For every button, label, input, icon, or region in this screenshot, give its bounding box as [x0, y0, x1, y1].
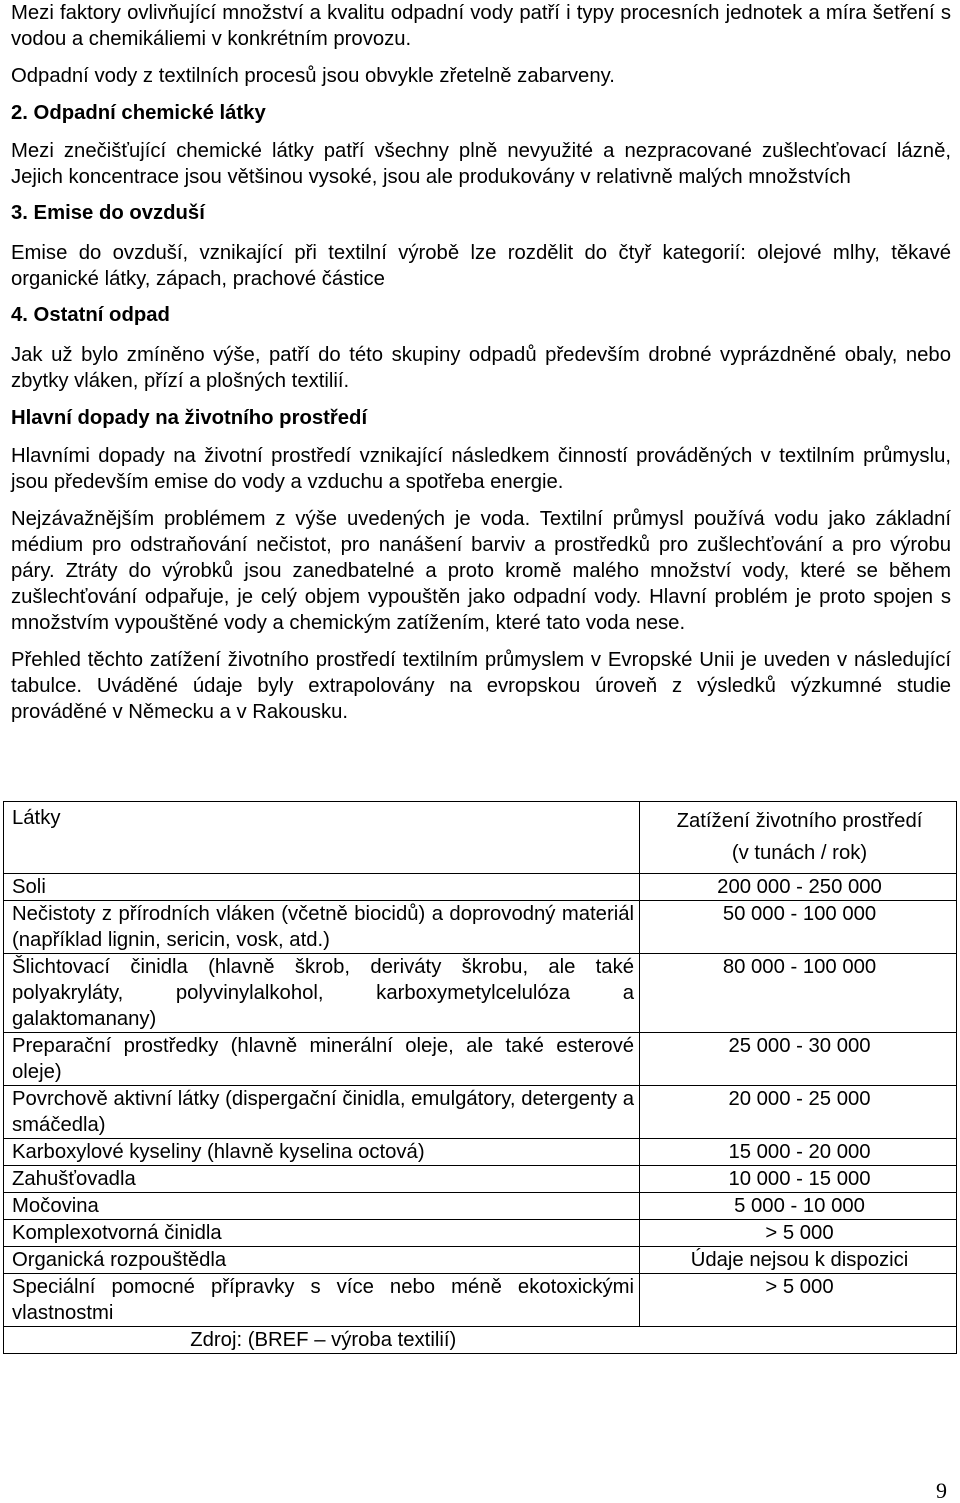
load-value-cell: Údaje nejsou k dispozici [640, 1247, 957, 1274]
substance-cell: Zahušťovadla [4, 1166, 640, 1193]
substance-cell: Močovina [4, 1193, 640, 1220]
table-row [4, 1033, 957, 1086]
main-impacts-paragraph-2: Nejzávažnějším problémem z výše uvedených je voda. Textilní průmysl používá vodu jako základní médium pro odstraňování nečistot, pro nanášení barviv a prostředků pro zušlechťování a pro výrobu páry. Ztráty do výrobků jsou zanedbatelné a proto kromě malého množství vody, které se během zušlechťování odpařuje, je celý objem vypouštěn jako odpadní vody. Hlavní problém je proto spojen s množstvím vypouštěné vody a chemickým zatížením, které tato voda nese. [11, 508, 951, 634]
substance-cell: Organická rozpouštědla [4, 1247, 640, 1274]
document-page [11, 0, 951, 725]
table-row [4, 1086, 957, 1139]
load-value-cell: > 5 000 [640, 1274, 957, 1327]
load-value-cell: 20 000 - 25 000 [640, 1086, 957, 1139]
table-source-empty-cell [640, 1327, 957, 1354]
table-row [4, 1139, 957, 1166]
substance-cell: Karboxylové kyseliny (hlavně kyselina octová) [4, 1139, 640, 1166]
main-impacts-paragraph-3: Přehled těchto zatížení životního prostředí textilním průmyslem v Evropské Unii je uveden v následující tabulce. Uváděné údaje byly extrapolovány na evropskou úroveň z výsledků výzkumné studie prováděné v Německu a v Rakousku. [11, 649, 951, 723]
load-value-cell: > 5 000 [640, 1220, 957, 1247]
load-value-cell: 5 000 - 10 000 [640, 1193, 957, 1220]
table-source: Zdroj: (BREF – výroba textilií) [4, 1327, 640, 1354]
table-row [4, 874, 957, 901]
section-3-paragraph: Emise do ovzduší, vznikající při textilní výrobě lze rozdělit do čtyř kategorií: olejové mlhy, těkavé organické látky, zápach, prachové částice [11, 242, 951, 290]
table-row [4, 901, 957, 954]
table-row [4, 1166, 957, 1193]
header-load-line-1: Zatížení životního prostředí [676, 810, 923, 832]
substance-cell: Šlichtovací činidla (hlavně škrob, deriváty škrobu, ale také polyakryláty, polyvinylalkohol, karboxymetylcelulóza a galaktomanany) [4, 954, 640, 1033]
header-substances: Látky [4, 802, 640, 874]
substance-cell: Soli [4, 874, 640, 901]
table-row [4, 954, 957, 1033]
section-4-paragraph: Jak už bylo zmíněno výše, patří do této skupiny odpadů především drobné vyprázdněné obaly, nebo zbytky vláken, přízí a plošných textilií. [11, 344, 951, 392]
section-4-heading: 4. Ostatní odpad [11, 304, 170, 326]
table-row [4, 1274, 957, 1327]
section-2-heading: 2. Odpadní chemické látky [11, 102, 266, 124]
main-impacts-heading: Hlavní dopady na životního prostředí [11, 407, 368, 429]
section-2-paragraph: Mezi znečišťující chemické látky patří všechny plně nevyužité a nezpracované zušlechťovací lázně, Jejich koncentrace jsou většinou vysoké, jsou ale produkovány v relativně malých množstvích [11, 140, 951, 188]
load-value-cell: 10 000 - 15 000 [640, 1166, 957, 1193]
substance-cell: Komplexotvorná činidla [4, 1220, 640, 1247]
table-row [4, 1193, 957, 1220]
load-value-cell: 25 000 - 30 000 [640, 1033, 957, 1086]
colored-wastewater-paragraph: Odpadní vody z textilních procesů jsou obvykle zřetelně zabarveny. [11, 65, 615, 87]
environmental-load-table [3, 801, 957, 1354]
table-header-row [4, 802, 957, 874]
intro-paragraph: Mezi faktory ovlivňující množství a kvalitu odpadní vody patří i typy procesních jednotek a míra šetření s vodou a chemikáliemi v konkrétním provozu. [11, 2, 951, 50]
substance-cell: Preparační prostředky (hlavně minerální oleje, ale také esterové oleje) [4, 1033, 640, 1086]
section-3-heading: 3. Emise do ovzduší [11, 202, 205, 224]
header-load [640, 802, 957, 874]
substance-cell: Povrchově aktivní látky (dispergační činidla, emulgátory, detergenty a smáčedla) [4, 1086, 640, 1139]
table-row [4, 1220, 957, 1247]
load-value-cell: 200 000 - 250 000 [640, 874, 957, 901]
substance-cell: Speciální pomocné přípravky s více nebo méně ekotoxickými vlastnostmi [4, 1274, 640, 1327]
page-number: 9 [936, 1478, 947, 1503]
load-value-cell: 15 000 - 20 000 [640, 1139, 957, 1166]
header-load-line-2: (v tunách / rok) [731, 842, 868, 864]
substance-cell: Nečistoty z přírodních vláken (včetně biocidů) a doprovodný materiál (například lignin, sericin, vosk, atd.) [4, 901, 640, 954]
load-value-cell: 80 000 - 100 000 [640, 954, 957, 1033]
main-impacts-paragraph-1: Hlavními dopady na životní prostředí vznikající následkem činností prováděných v textilním průmyslu, jsou především emise do vody a vzduchu a spotřeba energie. [11, 445, 951, 493]
table-source-row [4, 1327, 957, 1354]
table-row [4, 1247, 957, 1274]
load-value-cell: 50 000 - 100 000 [640, 901, 957, 954]
